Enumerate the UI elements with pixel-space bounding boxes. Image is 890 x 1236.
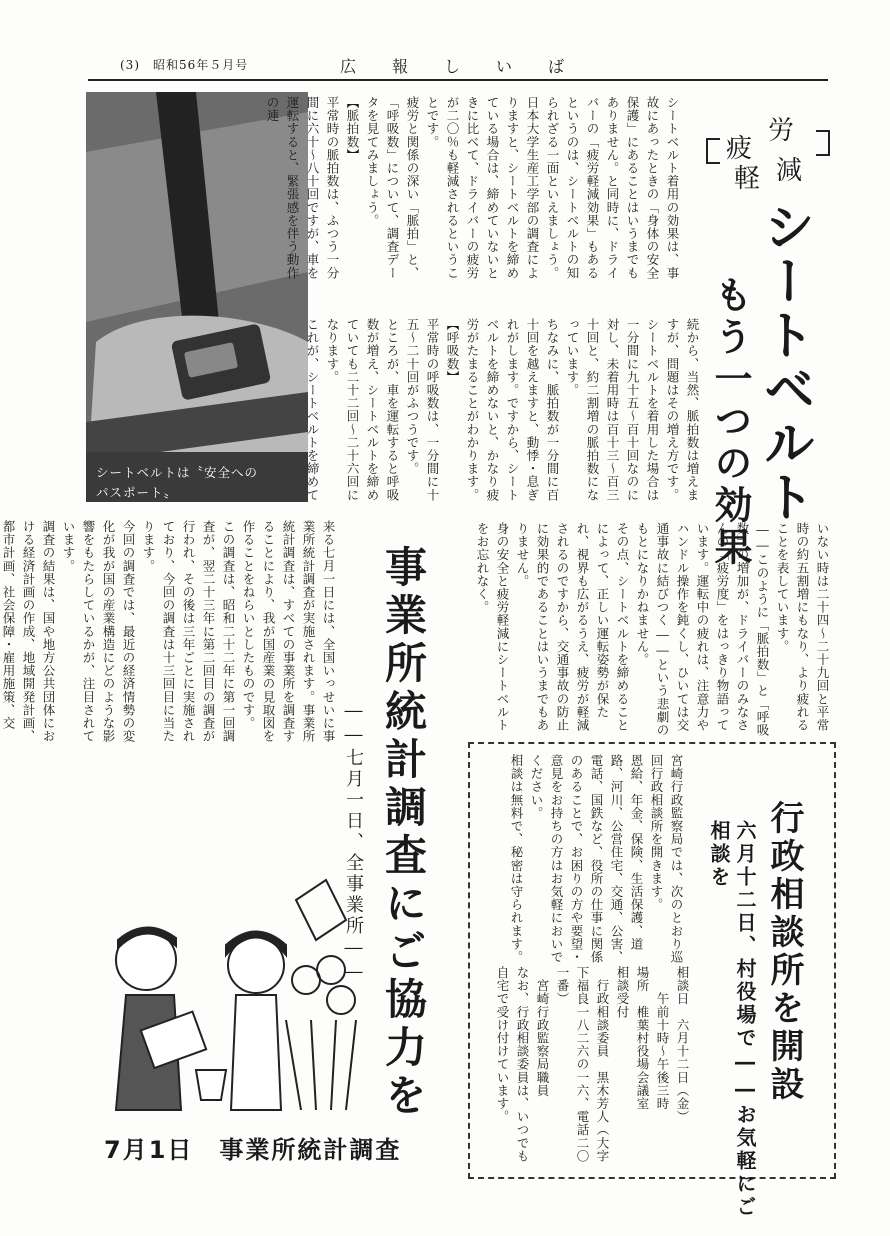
kicker-char-1: 労 bbox=[768, 116, 795, 146]
kicker-bracket-left bbox=[706, 138, 720, 164]
photo-caption-line-2: パスポート〟 bbox=[96, 485, 178, 500]
header-rule bbox=[88, 79, 828, 81]
census-body-part1 bbox=[1, 520, 338, 750]
photo-caption bbox=[96, 463, 296, 503]
kicker-char-3: 減 bbox=[776, 156, 803, 186]
consultation-headline: 行政相談所を開設 bbox=[764, 800, 804, 1104]
issue-info: (3) 昭和56年５月号 bbox=[120, 58, 249, 72]
seatbelt-body-col2: 続から、当然、脈拍数は増えますが、問題はその増え方です。 シートベルトを着用した場合は一分間に九十五〜百十回なのに対し、未着用時は百十三〜百三十回と、約二割増の脈拍数になっています。 ちなみに、脈拍数が一分間に百十回を越えますと、動悸・息ぎれがします。ですから、シートベルトを締めないと、かなり疲労がたまることがわかります。 【呼吸数】 平常時の呼吸数は、一分間に十五〜二十回がふつうです。 ところが、車を運転すると呼吸数が増え、シートベルトを締めていても二十二回〜二十六回になります。 これが、シートベルトを締めて bbox=[305, 318, 700, 502]
seatbelt-body-col3: いない時は二十四〜二十九回と平常時の約五割増にもなり、より疲れることを表しています。 ――このように「脈拍数」と「呼吸数」の増加が、ドライバーのみなさんの「疲労度」をはっきり物語っています。運転中の疲れは、注意力やハンドル操作を鈍くし、ひいては交通事故に結びつく――という悲劇のもとになりかねません。 その点、シートベルトを締めることによって、正しい運転姿勢が保たれ、視界も広がるうえ、疲労が軽減されるのですから、交通事故の防止に効果的であることはいうまでもありません。 身の安全と疲労軽減にシートベルトをお忘れなく。 bbox=[475, 522, 830, 737]
newspaper-title: 広 報 し い ば bbox=[340, 57, 575, 76]
photo-caption-line-1: シートベルトは〝安全への bbox=[96, 465, 259, 480]
cartoon-people-icon bbox=[86, 860, 366, 1130]
census-illustration bbox=[86, 860, 366, 1130]
kicker-bracket-right bbox=[816, 130, 830, 156]
kicker-char-4: 軽 bbox=[734, 164, 761, 194]
census-subheadline: ――七月一日、全事業所―― bbox=[343, 700, 364, 985]
fatigue-kicker bbox=[706, 110, 830, 194]
seatbelt-subheadline: もう一つの効果 bbox=[708, 275, 752, 569]
seatbelt-photo bbox=[86, 92, 308, 502]
consultation-subheadline: 六月十二日、村役場で――お気軽にご相談を bbox=[707, 820, 757, 1219]
seatbelt-body-col1: シートベルト着用の効果は、事故にあったときの「身体の安全保護」にあることはいうまでもありません。と同時に、ドライバーの「疲労軽減効果」もあるというのは、シートベルトの知られざる一面といえましょう。 日本大学生産工学部の調査によりますと、シートベルトを締めている場合は、締めていないときに比べて、ドライバーの疲労が二〇％も軽減されるということです。 疲労と関係の深い「脈拍」と、「呼吸数」について、調査データを見てみましょう。 【脈拍数】 平常時の脈拍数は、ふつう一分間に六十〜八十回ですが、車を運転すると、緊張感を伴う動作の連 bbox=[265, 96, 680, 280]
census-headline: 事業所統計調査にご協力を bbox=[379, 545, 428, 1121]
illustration-label: 7月1日 事業所統計調査 bbox=[104, 1136, 402, 1164]
kicker-char-2: 疲 bbox=[726, 134, 753, 164]
census-body: 来る七月一日には、全国いっせいに事業所統計調査が実施されます。事業所統計調査は、すべての事業所を調査することにより、我が国産業の見取図を作ることをねらいとしたものです。 この調査は、昭和二十二年に第一回調査が、翌二十三年に第二回目の調査が行われ、その後は三年ごとに実施されており、今回の調査は十三回目に当たります。 今回の調査では、最近の経済情勢の変化が我が国の産業構造にどのような影響をもたらしているかが、注目されています。 調査の結果は、国や地方公共団体における経済計画の作成、地域開発計画、都市計画、社会保障・雇用施策、交 bbox=[1, 520, 336, 743]
consultation-details: 相談日 六月十二日（金） 午前十時〜午後三時 場所 椎葉村役場会議室 相談受付 行政相談委員 黒木芳人（大字下福良一八二六の一六、電話二〇一番） 宮崎行政監察局職員 なお、行政相談委員は、いつでも自宅で受け付けています。 bbox=[495, 966, 690, 1163]
seatbelt-headline: シートベルト bbox=[754, 200, 814, 524]
seatbelt-photo-illustration bbox=[86, 92, 308, 502]
consultation-body: 宮崎行政監察局では、次のとおり巡回行政相談所を開きます。 恩給、年金、保険、生活保護、道路、河川、公営住宅、交通、公害、電話、国鉄など、役所の仕事に関係のあることで、お困りの方や要望・意見をお持ちの方はお気軽においでください。 相談は無料で、秘密は守られます。 bbox=[509, 754, 684, 964]
